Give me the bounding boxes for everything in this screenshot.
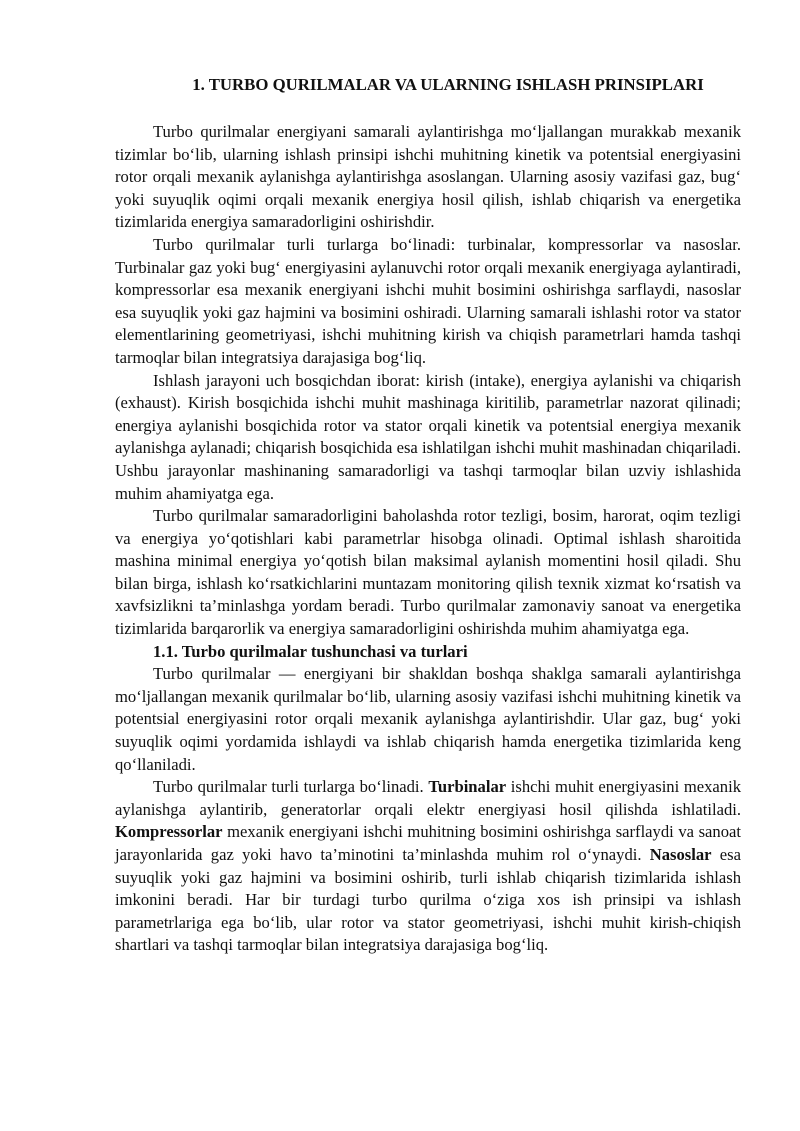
pumps-description: esa suyuqlik yoki gaz hajmini va bosimini oshirib, turli ishlab chiqarish tizimlarida ishlash imkonini beradi. Har bir turdagi turbo qurilma o‘ziga xos ish prinsipi va ishlash parametrlariga ega bo‘lib, ular rotor va stator geometriyasi, ishchi muhit kirish-chiqish shartlari va tashqi tarmoqlar bilan integratsiya darajasiga bog‘liq. <box>115 845 741 955</box>
term-compressors: Kompressorlar <box>115 822 223 842</box>
turbines-description: ishchi muhit energiyasini mexanik aylanishga aylantirib, generatorlar orqali elektr energiyasi hosil qilishda ishlatiladi. <box>115 777 741 819</box>
compressors-description: mexanik energiyani ishchi muhitning bosimini oshirishga sarflaydi va sanoat jarayonlarida gaz yoki havo ta’minotini ta’minlashda muhim rol o‘ynaydi. <box>115 822 741 864</box>
section-heading: 1.1. Turbo qurilmalar tushunchasi va turlari <box>153 641 468 661</box>
classification-intro: Turbo qurilmalar turli turlarga bo‘linadi. <box>153 777 429 797</box>
term-pumps: Nasoslar <box>649 845 712 864</box>
paragraph-types: Turbo qurilmalar turli turlarga bo‘linadi: turbinalar, kompressorlar va nasoslar. Turbinalar gaz yoki bug‘ energiyasini aylanuvchi rotor orqali mexanik energiyaga aylantiradi, kompressorlar esa mexanik energiyani ishchi muhit bosimini oshirishga sarflaydi, nasoslar esa suyuqlik yoki gaz hajmini va bosimini oshiradi. Ularning samarali ishlashi rotor va stator elementlarining geometriyasi, ishchi muhitning kirish va chiqish parametrlari hamda tashqi tarmoqlar bilan integratsiya darajasiga bog‘liq. <box>115 234 741 367</box>
chapter-title: 1. TURBO QURILMALAR VA ULARNING ISHLASH PRINSIPLARI <box>192 75 704 94</box>
term-turbines: Turbinalar <box>428 777 507 797</box>
paragraph-intro: Turbo qurilmalar energiyani samarali aylantirishga mo‘ljallangan murakkab mexanik tizimlar bo‘lib, ularning ishlash prinsipi ishchi muhitning kinetik va potentsial energiyasini rotor orqali mexanik aylanishga aylantirishga asoslangan. Ularning asosiy vazifasi gaz, bug‘ yoki suyuqlik oqimi orqali mexanik energiya hosil qilish, ishlab chiqarish va energetika tizimlarida energiya samaradorligini oshirishdir. <box>115 122 741 232</box>
section-paragraph-definition: Turbo qurilmalar — energiyani bir shakldan boshqa shaklga samarali aylantirishga mo‘ljallangan mexanik qurilmalar bo‘lib, ularning asosiy vazifasi ishchi muhitning kinetik va potentsial energiyasini rotor orqali mexanik aylanishga aylantirishdir. Ular gaz, bug‘ yoki suyuqlik oqimi yordamida ishlaydi va ishlab chiqarish hamda energetika tizimlarida keng qo‘llaniladi. <box>115 664 741 774</box>
section-paragraph-classification <box>115 776 741 957</box>
paragraph-efficiency: Turbo qurilmalar samaradorligini baholashda rotor tezligi, bosim, harorat, oqim tezligi va energiya yo‘qotishlari kabi parametrlar hisobga olinadi. Optimal ishlash sharoitida mashina minimal energiya yo‘qotish bilan maksimal aylanish momentini hosil qiladi. Shu bilan birga, ishlash ko‘rsatkichlarini muntazam monitoring qilish texnik xizmat ko‘rsatish va xavfsizlikni ta’minlashga yordam beradi. Turbo qurilmalar zamonaviy sanoat va energetika tizimlarida barqarorlik va energiya samaradorligini oshirishda muhim ahamiyatga ega. <box>115 506 741 639</box>
paragraph-process: Ishlash jarayoni uch bosqichdan iborat: kirish (intake), energiya aylanishi va chiqarish (exhaust). Kirish bosqichida ishchi muhit mashinaga kiritilib, parametrlar nazorat qilinadi; energiya aylanishi bosqichida rotor va stator orqali kinetik va potentsial energiya mexanik aylanishga aylanadi; chiqarish bosqichida esa ishlatilgan ishchi muhit mashinadan chiqariladi. Ushbu jarayonlar mashinaning samaradorligi va tashqi tarmoqlar bilan uzviy ishlashida muhim ahamiyatga ega. <box>115 370 741 503</box>
document-page <box>115 74 741 957</box>
